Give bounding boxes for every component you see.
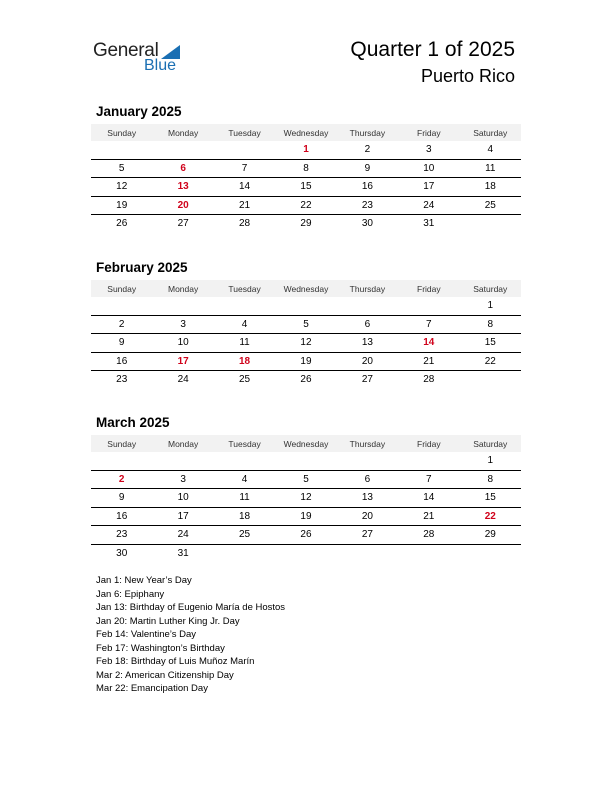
day-cell: 22 [460,352,521,371]
day-cell [214,297,275,315]
day-cell: 30 [361,218,373,230]
day-cell: 27 [361,374,373,386]
month-title: February 2025 [96,260,188,275]
day-cell: 3 [152,315,213,334]
day-cell: 25 [238,374,251,386]
day-header: Saturday [460,280,521,297]
day-header: Tuesday [214,435,275,452]
week-row [91,371,521,389]
day-cell [275,544,336,562]
day-header: Monday [152,124,213,141]
day-cell: 4 [214,470,275,489]
day-cell: 24 [177,374,189,386]
day-cell: 27 [177,218,189,230]
day-header: Thursday [337,280,398,297]
day-cell: 26 [116,218,128,230]
day-cell: 15 [460,334,521,353]
day-cell: 13 [152,178,213,197]
day-header: Monday [152,435,213,452]
day-cell [91,452,152,470]
day-cell: 15 [275,178,336,197]
month-march [91,415,521,562]
day-cell [275,297,336,315]
day-cell: 1 [275,141,336,159]
day-cell: 23 [91,526,152,545]
day-header: Saturday [460,124,521,141]
day-cell: 17 [398,178,459,197]
day-header: Wednesday [275,124,336,141]
page-title: Quarter 1 of 2025 [350,38,515,61]
day-cell: 26 [275,526,336,545]
week-row [91,526,521,545]
month-title: January 2025 [96,104,182,119]
day-cell: 18 [214,507,275,526]
day-cell: 8 [460,470,521,489]
week-row [91,470,521,489]
day-cell: 13 [337,334,398,353]
day-cell: 19 [275,352,336,371]
day-cell: 7 [398,470,459,489]
day-cell: 12 [275,334,336,353]
month-january [91,104,521,233]
day-header: Wednesday [275,435,336,452]
day-cell: 20 [337,507,398,526]
logo-word-blue: Blue [144,57,177,74]
week-row [91,178,521,197]
week-row [91,196,521,215]
day-cell: 24 [398,196,459,215]
day-cell: 12 [275,489,336,508]
day-cell [337,452,398,470]
day-cell: 28 [238,218,251,230]
day-cell: 3 [152,470,213,489]
day-cell: 12 [91,178,152,197]
day-cell: 27 [337,526,398,545]
week-row [91,352,521,371]
day-cell [398,297,459,315]
day-cell [91,141,152,159]
day-cell: 10 [152,489,213,508]
week-row [91,334,521,353]
day-cell: 13 [337,489,398,508]
day-cell: 23 [116,374,128,386]
day-cell: 24 [152,526,213,545]
holiday-item: Feb 18: Birthday of Luis Muñoz Marín [96,656,255,667]
day-header: Thursday [337,435,398,452]
holiday-item: Jan 6: Epiphany [96,588,165,600]
day-cell [398,544,459,562]
day-cell: 28 [423,374,435,386]
day-cell: 18 [214,352,275,371]
day-cell: 1 [460,297,521,315]
day-cell: 4 [214,315,275,334]
day-header: Wednesday [275,280,336,297]
day-cell: 6 [152,159,213,178]
day-cell: 31 [177,547,189,559]
day-cell: 2 [91,315,152,334]
day-cell: 9 [91,334,152,353]
holiday-item: Mar 22: Emancipation Day [96,683,208,694]
day-cell: 1 [460,452,521,470]
calendar-table [91,124,521,233]
day-cell: 14 [214,178,275,197]
day-cell: 2 [91,470,152,489]
holiday-list [96,574,285,696]
page-subtitle: Puerto Rico [420,66,515,86]
day-cell: 9 [337,159,398,178]
day-cell: 29 [300,218,312,230]
day-cell: 8 [460,315,521,334]
day-cell [214,544,275,562]
day-cell: 18 [460,178,521,197]
week-row [91,159,521,178]
week-row [91,452,521,470]
day-header: Monday [152,280,213,297]
day-cell: 5 [91,159,152,178]
day-cell: 2 [337,141,398,159]
day-cell: 11 [214,334,275,353]
day-cell [337,544,398,562]
day-cell: 11 [460,159,521,178]
day-cell [152,141,213,159]
day-header: Sunday [91,280,152,297]
week-row [91,507,521,526]
day-cell: 8 [275,159,336,178]
week-row [91,215,521,233]
holiday-item: Feb 17: Washington’s Birthday [96,642,225,654]
day-cell: 16 [91,352,152,371]
day-header: Sunday [91,124,152,141]
calendar-table [91,435,521,562]
logo-word-general: General [93,40,159,61]
day-cell [460,371,521,389]
day-cell: 28 [398,526,459,545]
day-cell: 17 [152,507,213,526]
day-cell [214,452,275,470]
week-row [91,489,521,508]
day-header: Saturday [460,435,521,452]
day-cell: 7 [214,159,275,178]
day-cell: 5 [275,470,336,489]
day-cell: 15 [460,489,521,508]
day-cell: 14 [398,489,459,508]
day-cell [152,297,213,315]
day-cell: 17 [152,352,213,371]
holiday-item: Jan 1: New Year’s Day [96,575,192,586]
day-header: Thursday [337,124,398,141]
day-cell: 19 [91,196,152,215]
day-cell: 5 [275,315,336,334]
day-cell: 26 [300,374,312,386]
holiday-item: Feb 14: Valentine’s Day [96,629,196,640]
day-cell: 16 [91,507,152,526]
week-row [91,544,521,562]
day-cell: 20 [152,196,213,215]
month-february [91,260,521,389]
generalblue-logo [93,40,193,80]
day-cell: 4 [460,141,521,159]
holiday-item: Jan 20: Martin Luther King Jr. Day [96,615,240,627]
day-header: Sunday [91,435,152,452]
day-cell: 30 [116,547,128,559]
day-cell: 10 [398,159,459,178]
day-cell: 25 [214,526,275,545]
week-row [91,315,521,334]
day-cell [337,297,398,315]
day-cell [91,297,152,315]
day-cell: 21 [214,196,275,215]
day-cell: 7 [398,315,459,334]
day-cell: 22 [460,507,521,526]
day-header: Tuesday [214,280,275,297]
day-cell [460,544,521,562]
day-cell: 10 [152,334,213,353]
day-cell: 3 [398,141,459,159]
day-cell: 16 [337,178,398,197]
day-cell [398,452,459,470]
day-header: Friday [398,280,459,297]
day-cell [214,141,275,159]
day-cell: 23 [337,196,398,215]
day-cell: 6 [337,315,398,334]
calendar-table [91,280,521,389]
day-cell: 25 [460,196,521,215]
day-cell [152,452,213,470]
day-cell: 11 [214,489,275,508]
day-cell: 14 [398,334,459,353]
day-cell: 31 [423,218,435,230]
day-header: Friday [398,124,459,141]
day-cell: 22 [275,196,336,215]
day-cell: 29 [460,526,521,545]
week-row [91,297,521,315]
holiday-item: Mar 2: American Citizenship Day [96,669,234,681]
day-cell: 21 [398,352,459,371]
day-cell [275,452,336,470]
day-cell: 19 [275,507,336,526]
week-row [91,141,521,159]
day-cell: 21 [398,507,459,526]
day-cell: 9 [91,489,152,508]
day-cell [460,215,521,233]
day-header: Tuesday [214,124,275,141]
holiday-item: Jan 13: Birthday of Eugenio María de Hostos [96,602,286,613]
day-cell: 6 [337,470,398,489]
month-title: March 2025 [96,415,170,430]
day-cell: 20 [337,352,398,371]
day-header: Friday [398,435,459,452]
